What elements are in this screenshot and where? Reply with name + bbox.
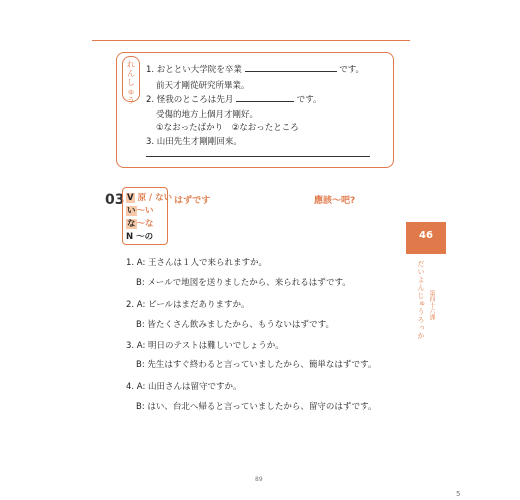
grammar-i-rest: 〜い [136, 206, 154, 216]
practice-q2-end: です。 [296, 95, 322, 105]
grammar-i-mark: い [127, 206, 136, 216]
section-number: 03 [105, 192, 125, 208]
practice-tab-label: れんしゅう [127, 60, 135, 105]
answer-blank [245, 63, 337, 72]
dialog-1-q: 1. A: 王さんは１人で来られますか。 [126, 258, 268, 268]
grammar-v-rest: 原 / ない [137, 193, 173, 203]
pattern-meaning: 應該〜吧? [314, 196, 356, 206]
grammar-v [126, 191, 172, 203]
grammar-i [126, 204, 154, 216]
lesson-tab [406, 222, 446, 254]
practice-q1-zh: 前天才剛從研究所畢業。 [156, 81, 250, 91]
pattern-title: はずです [174, 196, 211, 206]
grammar-na-rest: 〜な [136, 219, 154, 229]
grammar-n: N 〜の [126, 232, 154, 242]
practice-q1-end: です。 [339, 65, 365, 75]
dialog-2-q: 2. A: ビールはまだありますか。 [126, 300, 250, 310]
practice-q1-text: 1. おととい大学院を卒業 [146, 65, 242, 75]
top-rule [92, 40, 410, 41]
practice-q2-zh: 受傷的地方上個月才剛好。 [156, 110, 259, 120]
grammar-na-mark: な [127, 219, 136, 229]
grammar-v-mark: V [127, 193, 134, 203]
practice-q1 [146, 63, 364, 75]
lesson-title-vertical: だいよんじゅうろっか [417, 260, 425, 340]
grammar-na [126, 217, 154, 229]
corner-mark: 5 [456, 490, 461, 498]
dialog-3-q: 3. A: 明日のテストは難しいでしょうか。 [126, 341, 284, 351]
practice-q2-text: 2. 怪我のところは先月 [146, 95, 234, 105]
dialog-2-a: B: 皆たくさん飲みましたから、もうないはずです。 [136, 320, 334, 330]
practice-tab [122, 56, 140, 105]
lesson-number: 46 [419, 230, 433, 241]
page-number: 89 [255, 476, 263, 483]
practice-q3: 3. 山田先生才剛剛回來。 [146, 137, 242, 147]
dialog-4-a: B: はい、台北へ帰ると言っていましたから、留守のはずです。 [136, 402, 377, 412]
answer-blank-line [146, 148, 370, 157]
practice-q2 [146, 93, 322, 105]
dialog-3-a: B: 先生はすぐ終わると言っていましたから、簡単なはずです。 [136, 360, 377, 370]
practice-q2-options: ①なおったばかり ②なおったところ [156, 123, 299, 133]
answer-blank [236, 93, 294, 102]
lesson-title-zh-vertical: 第四十六課 [428, 290, 435, 320]
dialog-1-a: B: メールで地図を送りましたから、来られるはずです。 [136, 278, 351, 288]
dialog-4-q: 4. A: 山田さんは留守ですか。 [126, 382, 242, 392]
